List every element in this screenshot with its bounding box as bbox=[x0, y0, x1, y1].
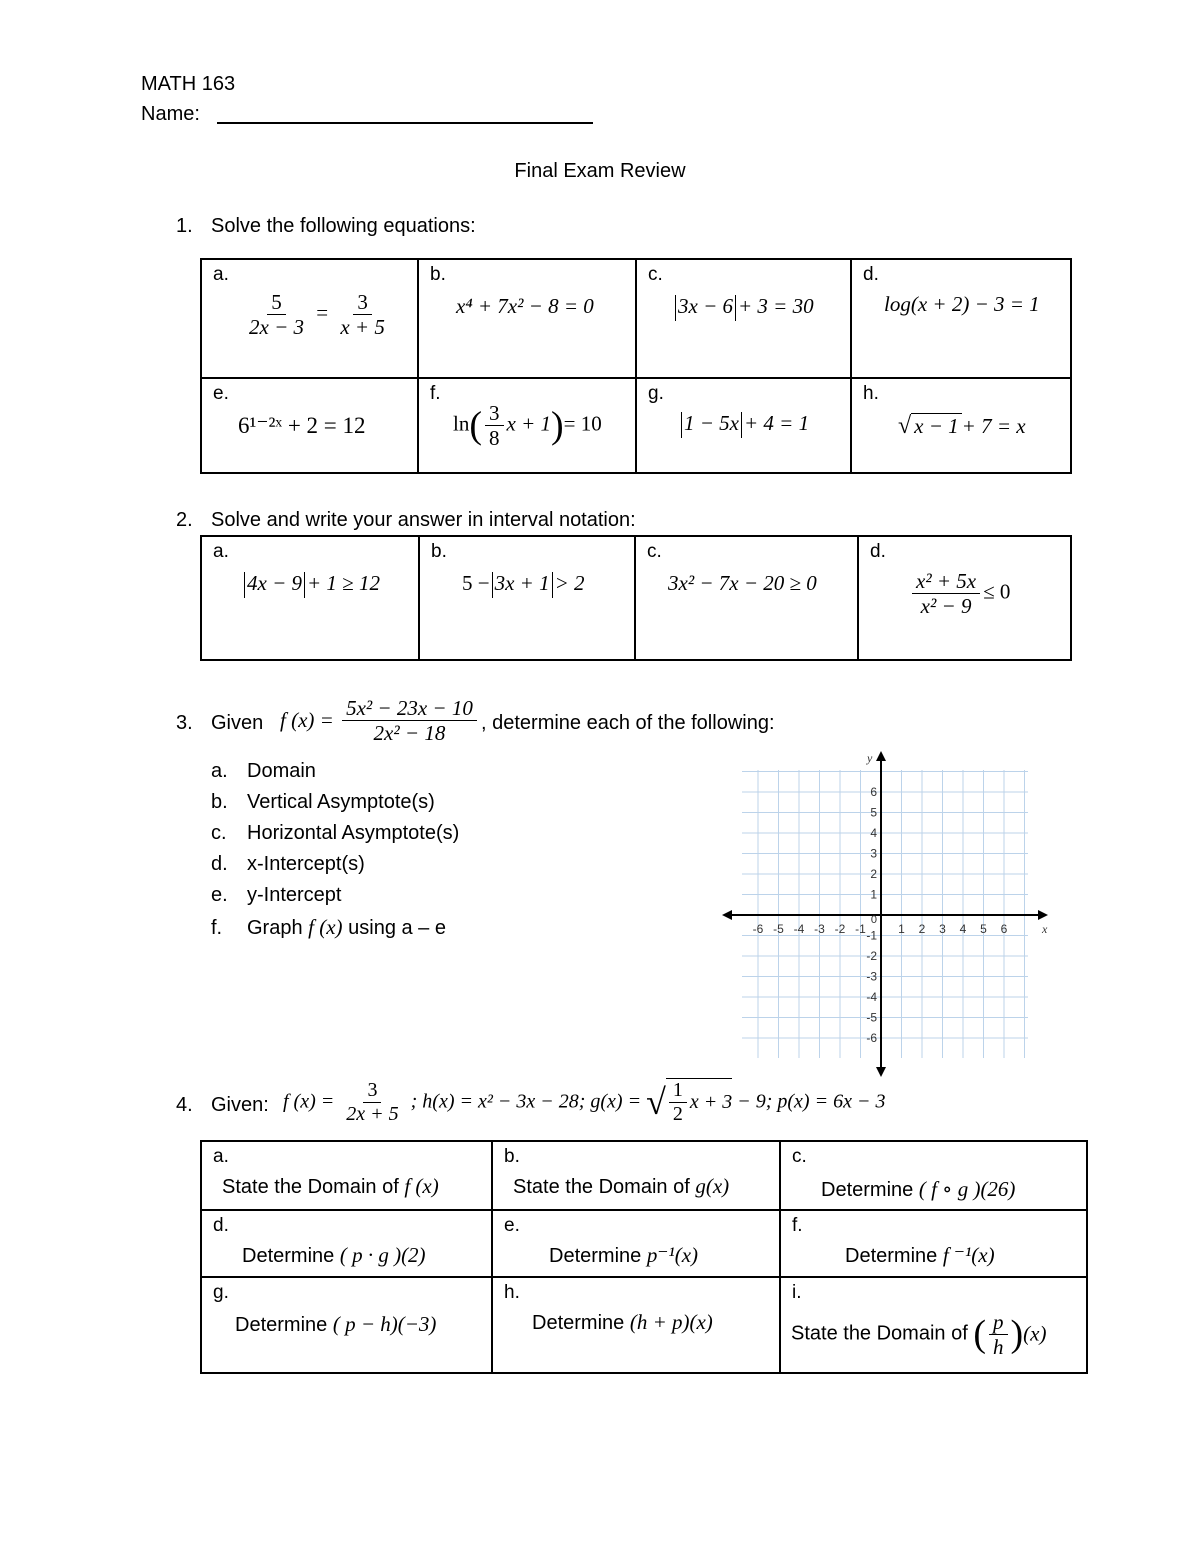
x-tick-label: 1 bbox=[898, 922, 905, 936]
q4-task-e: Determine p⁻¹(x) bbox=[549, 1243, 699, 1267]
y-axis-top-arrow bbox=[876, 751, 886, 761]
q4-table bbox=[200, 1140, 1088, 1374]
q4-label-a: a. bbox=[213, 1146, 229, 1167]
q3-number: 3. bbox=[176, 712, 193, 734]
q2-prompt: Solve and write your answer in interval notation: bbox=[211, 509, 636, 531]
q1-equation-g: 1 − 5x + 4 = 1 bbox=[679, 411, 809, 438]
q2-table bbox=[200, 535, 1072, 661]
y-axis-bottom-arrow bbox=[876, 1067, 886, 1077]
q3-function-definition: f (x) = $\frac{\text{5x² − 23x − 10}}{\text{2x² − 18}}$ bbox=[280, 696, 480, 745]
q3-item-d: d. x-Intercept(s) bbox=[211, 853, 365, 875]
q3-item-c: c. Horizontal Asymptote(s) bbox=[211, 822, 460, 844]
y-axis-label: y bbox=[867, 751, 873, 765]
q2-label-d: d. bbox=[870, 541, 886, 562]
q1-equation-b: x⁴ + 7x² − 8 = 0 bbox=[456, 294, 594, 318]
q1-number: 1. bbox=[176, 215, 193, 237]
y-tick-label: 6 bbox=[870, 785, 877, 799]
y-tick-label: 1 bbox=[870, 887, 877, 902]
q1-table bbox=[200, 258, 1072, 474]
q1-equation-d: log(x + 2) − 3 = 1 bbox=[884, 292, 1040, 316]
q1-equation-e: 6¹⁻²ˣ + 2 = 12 bbox=[238, 413, 366, 438]
x-tick-label: -3 bbox=[814, 922, 825, 936]
q4-task-h: Determine (h + p)(x) bbox=[532, 1310, 713, 1334]
q4-cell-b bbox=[492, 1141, 780, 1210]
x-axis-left-arrow bbox=[722, 910, 732, 920]
q1-cell-g bbox=[636, 378, 851, 473]
q4-cell-e bbox=[492, 1210, 780, 1277]
q1-label-c: c. bbox=[648, 264, 663, 285]
x-tick-label: 6 bbox=[1000, 922, 1008, 936]
y-tick-label: 2 bbox=[870, 867, 877, 881]
name-label: Name: bbox=[141, 103, 200, 125]
q3-item-a: a. Domain bbox=[211, 760, 316, 782]
x-axis-label: x bbox=[1042, 922, 1048, 936]
q1-label-g: g. bbox=[648, 383, 664, 404]
x-tick-label: 2 bbox=[918, 922, 926, 936]
q4-label-d: d. bbox=[213, 1215, 229, 1236]
q4-label-c: c. bbox=[792, 1146, 807, 1167]
q4-cell-a bbox=[201, 1141, 492, 1210]
q1-label-a: a. bbox=[213, 264, 229, 285]
q4-cell-c bbox=[780, 1141, 1087, 1210]
q1-label-f: f. bbox=[430, 383, 441, 404]
coordinate-grid bbox=[720, 748, 1050, 1078]
q4-task-i: State the Domain of ( $\frac{p}{h}$ )(x) bbox=[791, 1310, 1047, 1360]
y-tick-label: 4 bbox=[870, 826, 877, 840]
x-tick-label: -4 bbox=[793, 922, 805, 936]
x-tick-label: -6 bbox=[752, 922, 764, 936]
q2-inequality-d: $\frac{\text{x² + 5x}}{\text{x² − 9}}$ ≤ 0 bbox=[909, 569, 1010, 618]
y-tick-label: 5 bbox=[870, 805, 877, 820]
q1-cell-e bbox=[201, 378, 418, 473]
q2-inequality-a: 4x − 9 + 1 ≥ 12 bbox=[242, 571, 380, 598]
q3-suffix: , determine each of the following: bbox=[481, 712, 775, 734]
q4-given: Given: bbox=[211, 1094, 269, 1116]
q2-cell-c bbox=[635, 536, 858, 660]
q1-label-e: e. bbox=[213, 383, 229, 404]
q2-label-c: c. bbox=[647, 541, 662, 562]
y-tick-label: -2 bbox=[866, 949, 877, 963]
q2-cell-d bbox=[858, 536, 1071, 660]
q4-cell-d bbox=[201, 1210, 492, 1277]
q2-cell-a bbox=[201, 536, 419, 660]
course-title: MATH 163 bbox=[141, 73, 236, 95]
q3-item-e: e. y-Intercept bbox=[211, 884, 342, 906]
y-tick-label: 3 bbox=[870, 846, 877, 861]
q1-label-d: d. bbox=[863, 264, 879, 285]
y-tick-label: -1 bbox=[866, 928, 877, 943]
origin-label: 0 bbox=[870, 914, 877, 926]
q3-item-b: b. Vertical Asymptote(s) bbox=[211, 791, 435, 813]
q4-task-f: Determine f ⁻¹(x) bbox=[845, 1243, 995, 1267]
q4-label-g: g. bbox=[213, 1282, 229, 1303]
y-tick-label: -3 bbox=[866, 969, 877, 984]
q2-number: 2. bbox=[176, 509, 193, 531]
y-tick-label: -4 bbox=[866, 990, 877, 1004]
page-title: Final Exam Review bbox=[514, 160, 686, 182]
q1-equation-a: $\frac{5}{2x - 3}$ = $\frac{3}{x + 5}$ bbox=[249, 290, 385, 340]
q4-label-i: i. bbox=[792, 1282, 802, 1303]
q4-label-b: b. bbox=[504, 1146, 520, 1167]
q1-cell-a bbox=[201, 259, 418, 378]
x-tick-label: -1 bbox=[855, 922, 866, 936]
x-tick-label: -5 bbox=[773, 922, 784, 936]
q1-cell-d bbox=[851, 259, 1071, 378]
q4-task-a: State the Domain of f (x) bbox=[222, 1174, 439, 1198]
q1-equation-c: 3x − 6 + 3 = 30 bbox=[673, 294, 814, 321]
y-tick-label: -5 bbox=[866, 1010, 877, 1025]
q4-cell-h bbox=[492, 1277, 780, 1373]
q1-cell-c bbox=[636, 259, 851, 378]
q1-label-b: b. bbox=[430, 264, 446, 285]
q1-equation-h: √ x − 1 + 7 = x bbox=[898, 413, 1026, 439]
q2-inequality-c: 3x² − 7x − 20 ≥ 0 bbox=[668, 571, 817, 595]
q1-equation-f: ln( $\frac{3}{8}$ x + 1)= 10 bbox=[453, 401, 602, 451]
q2-label-a: a. bbox=[213, 541, 229, 562]
q4-label-e: e. bbox=[504, 1215, 520, 1236]
q1-prompt: Solve the following equations: bbox=[211, 215, 476, 237]
q4-label-f: f. bbox=[792, 1215, 803, 1236]
name-blank-line[interactable] bbox=[217, 122, 593, 124]
q4-task-c: Determine ( f ∘ g )(26) bbox=[821, 1177, 1016, 1201]
q4-cell-f bbox=[780, 1210, 1087, 1277]
y-tick-label: -6 bbox=[866, 1031, 877, 1045]
q1-cell-h bbox=[851, 378, 1071, 473]
q4-task-g: Determine ( p − h)(−3) bbox=[235, 1312, 437, 1336]
q4-cell-g bbox=[201, 1277, 492, 1373]
q4-cell-i bbox=[780, 1277, 1087, 1373]
x-tick-label: 4 bbox=[959, 922, 967, 936]
q3-given: Given bbox=[211, 712, 264, 734]
q2-label-b: b. bbox=[431, 541, 447, 562]
q1-label-h: h. bbox=[863, 383, 879, 404]
q1-cell-b bbox=[418, 259, 636, 378]
q2-cell-b bbox=[419, 536, 635, 660]
q2-inequality-b: 5 − 3x + 1 > 2 bbox=[462, 571, 585, 598]
q4-number: 4. bbox=[176, 1094, 193, 1116]
x-axis-right-arrow bbox=[1038, 910, 1048, 920]
q4-task-b: State the Domain of g(x) bbox=[513, 1174, 730, 1198]
x-tick-label: 3 bbox=[939, 922, 946, 936]
q4-task-d: Determine ( p · g )(2) bbox=[242, 1243, 426, 1267]
q1-cell-f bbox=[418, 378, 636, 473]
q4-function-definitions: f (x) = $\frac{3}{2x + 5}$ ; h(x) = x² − 3x − 28; g(x) = √ $\frac{1}{2}$ x + 3 − 9; p(x) = 6x − 3 bbox=[283, 1078, 886, 1125]
x-tick-label: -2 bbox=[834, 922, 846, 936]
q4-label-h: h. bbox=[504, 1282, 520, 1303]
q3-item-f: f. Graph f (x) using a – e bbox=[211, 915, 446, 939]
x-tick-label: 5 bbox=[980, 922, 987, 936]
